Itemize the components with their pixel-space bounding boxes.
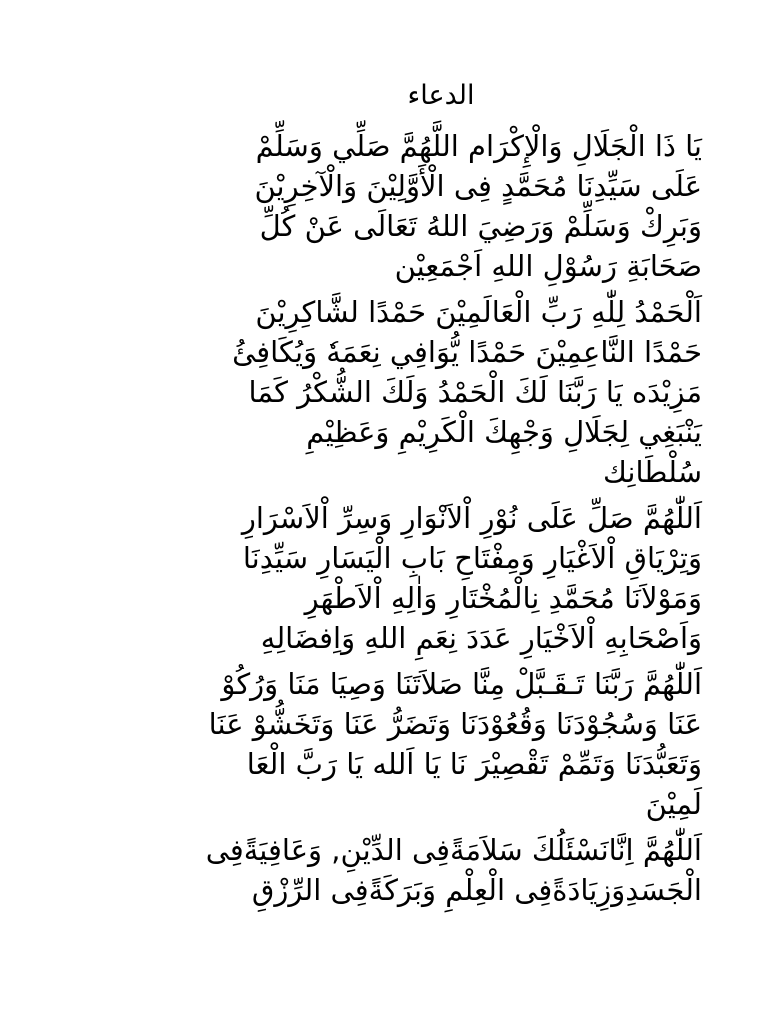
text-line: وَتِرْيَاقِ اْلاَغْيَارِ وَمِفْتَاحِ بَابِ الْيَسَارِ سَيِّدِنَا [242,541,702,575]
text-line: وَتَعَبُّدَنَا وَتَمِّمْ تَقْصِيْرَ نَا يَا اَلله يَا رَبَّ الْعَا [246,747,702,781]
paragraph-5 [100,830,702,910]
text-line: يَا ذَا الْجَلَالِ وَالْإِكْرَام اللَّهُمَّ صَلِّي وَسَلِّمْ [255,129,702,163]
text-line: وَبَرِكْ وَسَلِّمْ وَرَضِيَ اللهُ تَعَالَى عَنْ كُلِّ [259,209,702,243]
text-line: اَلْحَمْدُ لِلّٰهِ رَبِّ الْعَالَمِيْنَ حَمْدًا لشَّاكِرِيْنَ [255,295,702,329]
text-line: مَزِيْدَه يَا رَبَّنَا لَكَ الْحَمْدُ وَلَكَ الشُّكْرُ كَمَا [248,375,702,409]
text-line: اَللّٰهُمَّ اِنَّانَسْئَلُكَ سَلاَمَةًفِى الدِّيْنِ, وَعَافِيَةًفِى [205,833,702,867]
paragraph-4 [100,664,702,824]
text-line: صَحَابَةِ رَسُوْلِ اللهِ اَجْمَعِيْن [394,249,702,283]
text-line: الْجَسَدِوَزِيَادَةًفِى الْعِلْمِ وَبَرَكَةًفِى الرِّزْقِ [251,873,702,907]
paragraph-1 [100,126,702,286]
text-line: اَللّٰهُمَّ صَلِّ عَلَى نُوْرِ اْلاَنْوَارِ وَسِرِّ اْلاَسْرَارِ [241,501,702,535]
text-line: عَنَا وَسُجُوْدَنَا وَقُعُوْدَنَا وَتَضَرُّ عَنَا وَتَخَشُّوْ عَنَا [208,707,702,741]
text-line: يَنْبَغِي لِجَلَالِ وَجْهِكَ الْكَرِيْمِ وَعَظِيْمِ [306,415,702,449]
text-line: وَمَوْلاَنَا مُحَمَّدِ نِالْمُخْتَارِ وَاٰلِهِ اْلاَطْهَرِ [304,581,702,615]
text-line: لَمِيْنَ [645,787,702,821]
paragraph-2 [100,292,702,492]
text-line: سُلْطَانِك [602,455,702,489]
text-line: اَللّٰهُمَّ رَبَّنَا تَـقَـبَّلْ مِنَّا صَلاَتَنَا وَصِيَا مَنَا وَرُكُوْ [221,667,702,701]
document-title: الدعاء [407,80,475,111]
text-line: وَاَصْحَابِهِ اْلاَخْيَارِ عَدَدَ نِعَمِ اللهِ وَاِفضَالِهِ [260,621,702,655]
paragraph-3 [100,498,702,658]
text-line: عَلَى سَيِّدِنَا مُحَمَّدٍ فِى الْأَوَّلِيْنَ وَالْآخِرِيْنَ [254,169,702,203]
document-page [100,78,702,916]
text-line: حَمْدًا النَّاعِمِيْنَ حَمْدًا يُّوَافِي نِعَمَهٗ وَيُكَافِئُ [232,335,702,369]
